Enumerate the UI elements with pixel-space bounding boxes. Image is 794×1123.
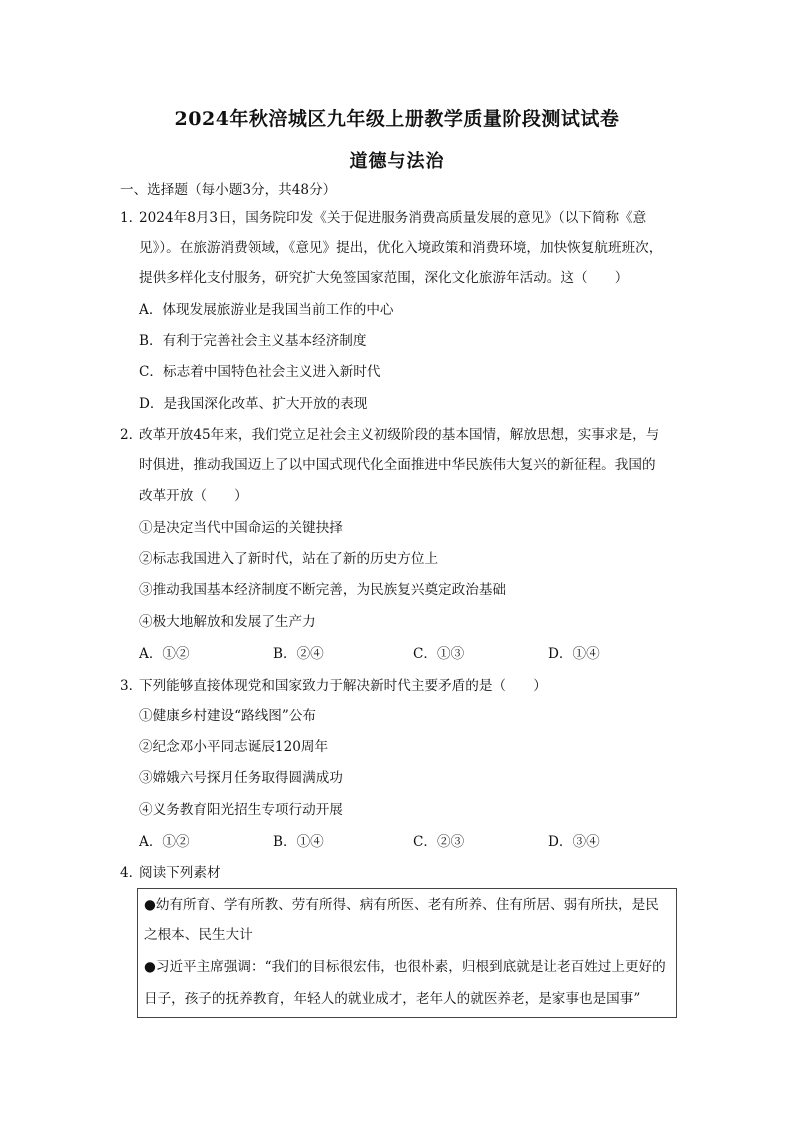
statement-1: ①健康乡村建设“路线图”公布: [139, 708, 317, 724]
question-text: 时俱进，推动我国迈上了以中国式现代化全面推进中华民族伟大复兴的新征程。我国的: [139, 457, 656, 473]
statement-3: ③推动我国基本经济制度不断完善，为民族复兴奠定政治基础: [139, 582, 507, 598]
question-number: 2．: [120, 427, 143, 443]
option-d: D．③④: [548, 834, 600, 850]
materials-box: [137, 888, 677, 1018]
statement-2: ②纪念邓小平同志诞辰120周年: [139, 739, 329, 755]
question-text: 改革开放（ ）: [139, 488, 248, 504]
material-line: 之根本、民生大计: [144, 927, 253, 943]
question-text: 改革开放45年来，我们党立足社会主义初级阶段的基本国情，解放思想，实事求是，与: [139, 427, 660, 443]
subject-title: 道德与法治: [349, 151, 445, 172]
option-b: B．①④: [273, 834, 324, 850]
question-text: 提供多样化支付服务，研究扩大免签国家范围，深化文化旅游年活动。这（ ）: [139, 270, 629, 286]
exam-title: 2024年秋涪城区九年级上册教学质量阶段测试试卷: [174, 108, 620, 130]
option-d: D．是我国深化改革、扩大开放的表现: [139, 396, 368, 412]
option-c: C．②③: [413, 834, 465, 850]
material-line: 日子，孩子的抚养教育，年轻人的就业成才，老年人的就医养老，是家事也是国事”: [144, 991, 641, 1007]
option-c: C．标志着中国特色社会主义进入新时代: [139, 364, 381, 380]
statement-2: ②标志我国进入了新时代，站在了新的历史方位上: [139, 551, 439, 567]
option-c: C．①③: [413, 646, 465, 662]
option-a: A．体现发展旅游业是我国当前工作的中心: [139, 302, 394, 318]
question-text: 阅读下列素材: [139, 865, 221, 881]
section-heading: 一、选择题（每小题3分，共48分）: [120, 182, 337, 198]
question-text: 下列能够直接体现党和国家致力于解决新时代主要矛盾的是（ ）: [139, 678, 547, 694]
statement-1: ①是决定当代中国命运的关键抉择: [139, 520, 343, 536]
question-number: 1．: [120, 210, 143, 226]
option-a: A．①②: [139, 646, 190, 662]
question-text: 见》）。在旅游消费领域，《意见》提出，优化入境政策和消费环境，加快恢复航班班次，: [139, 240, 663, 256]
statement-4: ④极大地解放和发展了生产力: [139, 614, 316, 630]
question-text: 2024年8月3日，国务院印发《关于促进服务消费高质量发展的意见》（以下简称《意: [139, 210, 647, 226]
statement-3: ③嫦娥六号探月任务取得圆满成功: [139, 770, 343, 786]
material-line: ●幼有所育、学有所教、劳有所得、病有所医、老有所养、住有所居、弱有所扶，是民: [144, 897, 659, 913]
option-a: A．①②: [139, 834, 190, 850]
option-b: B．②④: [273, 646, 324, 662]
statement-4: ④义务教育阳光招生专项行动开展: [139, 802, 343, 818]
question-number: 3．: [120, 678, 143, 694]
question-number: 4．: [120, 865, 143, 881]
option-d: D．①④: [548, 646, 600, 662]
material-line: ●习近平主席强调：“我们的目标很宏伟，也很朴素，归根到底就是让老百姓过上更好的: [144, 959, 666, 975]
option-b: B．有利于完善社会主义基本经济制度: [139, 333, 367, 349]
